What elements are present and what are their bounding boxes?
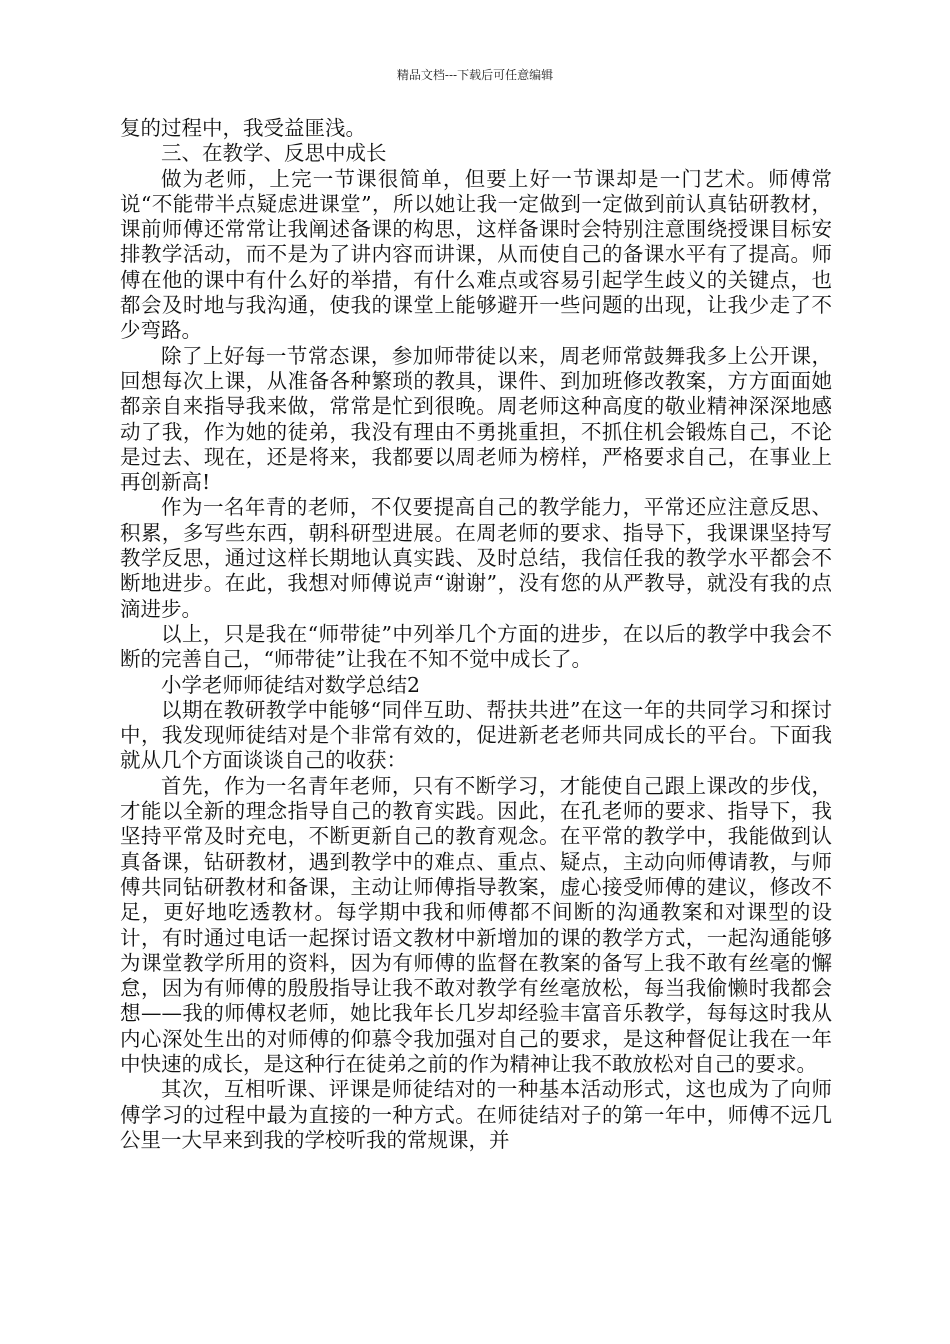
- paragraph: 作为一名年青的老师，不仅要提高自己的教学能力，平常还应注意反思、积累，多写些东西，朝科研型进展。在周老师的要求、指导下，我课课坚持写教学反思，通过这样长期地认真实践、及时总结，我信任我的教学水平都会不断地进步。在此，我想对师傅说声“谢谢”，没有您的从严教导，就没有我的点滴进步。: [120, 495, 832, 621]
- paragraph: 以上，只是我在“师带徒”中列举几个方面的进步，在以后的教学中我会不断的完善自己，“师带徒”让我在不知不觉中成长了。: [120, 621, 832, 672]
- article-title: 小学老师师徒结对数学总结2: [161, 672, 421, 697]
- section-heading: 三、在教学、反思中成长: [161, 141, 387, 166]
- paragraph: 其次，互相听课、评课是师徒结对的一种基本活动形式，这也成为了向师傅学习的过程中最为直接的一种方式。在师徒结对子的第一年中，师傅不远几公里一大早来到我的学校听我的常规课，并: [120, 1077, 832, 1152]
- paragraph: 复的过程中，我受益匪浅。: [120, 116, 366, 140]
- paragraph: 除了上好每一节常态课，参加师带徒以来，周老师常鼓舞我多上公开课，回想每次上课，从准备各种繁琐的教具，课件、到加班修改教案，方方面面她都亲自来指导我来做，常常是忙到很晚。周老师这种高度的敬业精神深深地感动了我，作为她的徒弟，我没有理由不勇挑重担，不抓住机会锻炼自己，不论是过去、现在，还是将来，我都要以周老师为榜样，严格要求自己，在事业上再创新高!: [120, 343, 832, 495]
- document-body: [120, 116, 832, 1153]
- paragraph: 做为老师，上完一节课很简单，但要上好一节课却是一门艺术。师傅常说“不能带半点疑虑进课堂”，所以她让我一定做到一定做到前认真钻研教材，课前师傅还常常让我阐述备课的构思，这样备课时会特别注意围绕授课目标安排教学活动，而不是为了讲内容而讲课，从而使自己的备课水平有了提高。师傅在他的课中有什么好的举措，有什么难点或容易引起学生歧义的关键点，也都会及时地与我沟通，使我的课堂上能够避开一些问题的出现，让我少走了不少弯路。: [120, 166, 832, 343]
- paragraph: 首先，作为一名青年老师，只有不断学习，才能使自己跟上课改的步伐，才能以全新的理念指导自己的教育实践。因此，在孔老师的要求、指导下，我坚持平常及时充电，不断更新自己的教育观念。在平常的教学中，我能做到认真备课，钻研教材，遇到教学中的难点、重点、疑点，主动向师傅请教，与师傅共同钻研教材和备课，主动让师傅指导教案，虚心接受师傅的建议，修改不足，更好地吃透教材。每学期中我和师傅都不间断的沟通教案和对课型的设计，有时通过电话一起探讨语文教材中新增加的课的教学方式，一起沟通能够为课堂教学所用的资料，因为有师傅的监督在教案的备写上我不敢有丝毫的懈怠，因为有师傅的殷殷指导让我不敢对教学有丝毫放松，每当我偷懒时我都会想——我的师傅权老师，她比我年长几岁却经验丰富音乐教学，每每这时我从内心深处生出的对师傅的仰慕令我加强对自己的要求，是这种督促让我在一年中快速的成长，是这种行在徒弟之前的作为精神让我不敢放松对自己的要求。: [120, 773, 832, 1076]
- page-header: 精品文档---下载后可任意编辑: [396, 68, 554, 82]
- paragraph: 以期在教研教学中能够“同伴互助、帮扶共进”在这一年的共同学习和探讨中，我发现师徒结对是个非常有效的，促进新老老师共同成长的平台。下面我就从几个方面谈谈自己的收获：: [120, 697, 832, 773]
